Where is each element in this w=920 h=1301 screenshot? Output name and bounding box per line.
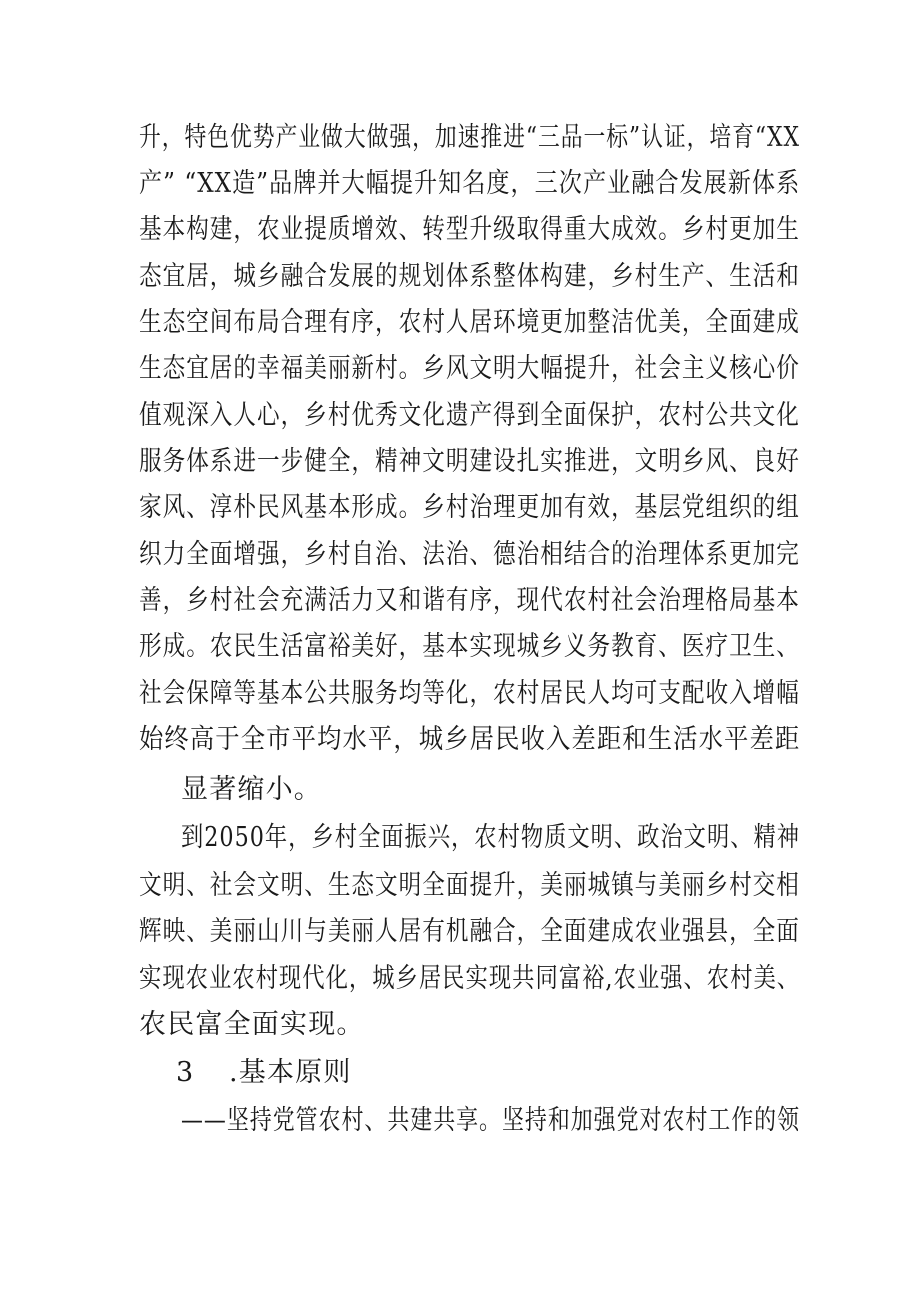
text-line: 显著缩小。 [181, 774, 322, 805]
text-line: 基本构建，农业提质增效、转型升级取得重大成效。乡村更加生 [139, 214, 800, 245]
text-line: 织力全面增强，乡村自治、法治、德治相结合的治理体系更加完 [139, 539, 800, 570]
text-line: 升，特色优势产业做大做强，加速推进“三品一标”认证，培育“XX [139, 122, 800, 153]
text-line: 善，乡村社会充满活力又和谐有序，现代农村社会治理格局基本 [139, 585, 800, 616]
section-number: 3 [176, 1057, 195, 1088]
text-line: 生态空间布局合理有序，农村人居环境更加整洁优美，全面建成 [139, 307, 800, 338]
text-line: 形成。农民生活富裕美好，基本实现城乡义务教育、医疗卫生、 [139, 631, 800, 662]
text-line: 辉映、美丽山川与美丽人居有机融合，全面建成农业强县，全面 [139, 916, 800, 947]
section-title: .基本原则 [229, 1057, 352, 1088]
text-line: 文明、社会文明、生态文明全面提升，美丽城镇与美丽乡村交相 [139, 870, 800, 901]
text-line: 家风、淳朴民风基本形成。乡村治理更加有效，基层党组织的组 [139, 492, 800, 523]
text-line: 态宜居，城乡融合发展的规划体系整体构建，乡村生产、生活和 [139, 261, 800, 292]
text-line: 服务体系进一步健全，精神文明建设扎实推进，文明乡风、良好 [139, 446, 800, 477]
text-line: 生态宜居的幸福美丽新村。乡风文明大幅提升，社会主义核心价 [139, 353, 800, 384]
text-line: 值观深入人心，乡村优秀文化遗产得到全面保护，农村公共文化 [139, 400, 800, 431]
text-line: 始终高于全市平均水平，城乡居民收入差距和生活水平差距 [139, 724, 801, 755]
text-line: 产” “XX造”品牌并大幅提升知名度，三次产业融合发展新体系 [139, 168, 801, 199]
text-line: ——坚持党管农村、共建共享。坚持和加强党对农村工作的领 [181, 1105, 801, 1136]
text-line: 实现农业农村现代化，城乡居民实现共同富裕,农业强、农村美、 [139, 963, 801, 994]
text-line: 农民富全面实现。 [139, 1009, 365, 1040]
text-line: 社会保障等基本公共服务均等化，农村居民人均可支配收入增幅 [139, 678, 800, 709]
text-line: 到2050年，乡村全面振兴，农村物质文明、政治文明、精神 [181, 822, 801, 853]
